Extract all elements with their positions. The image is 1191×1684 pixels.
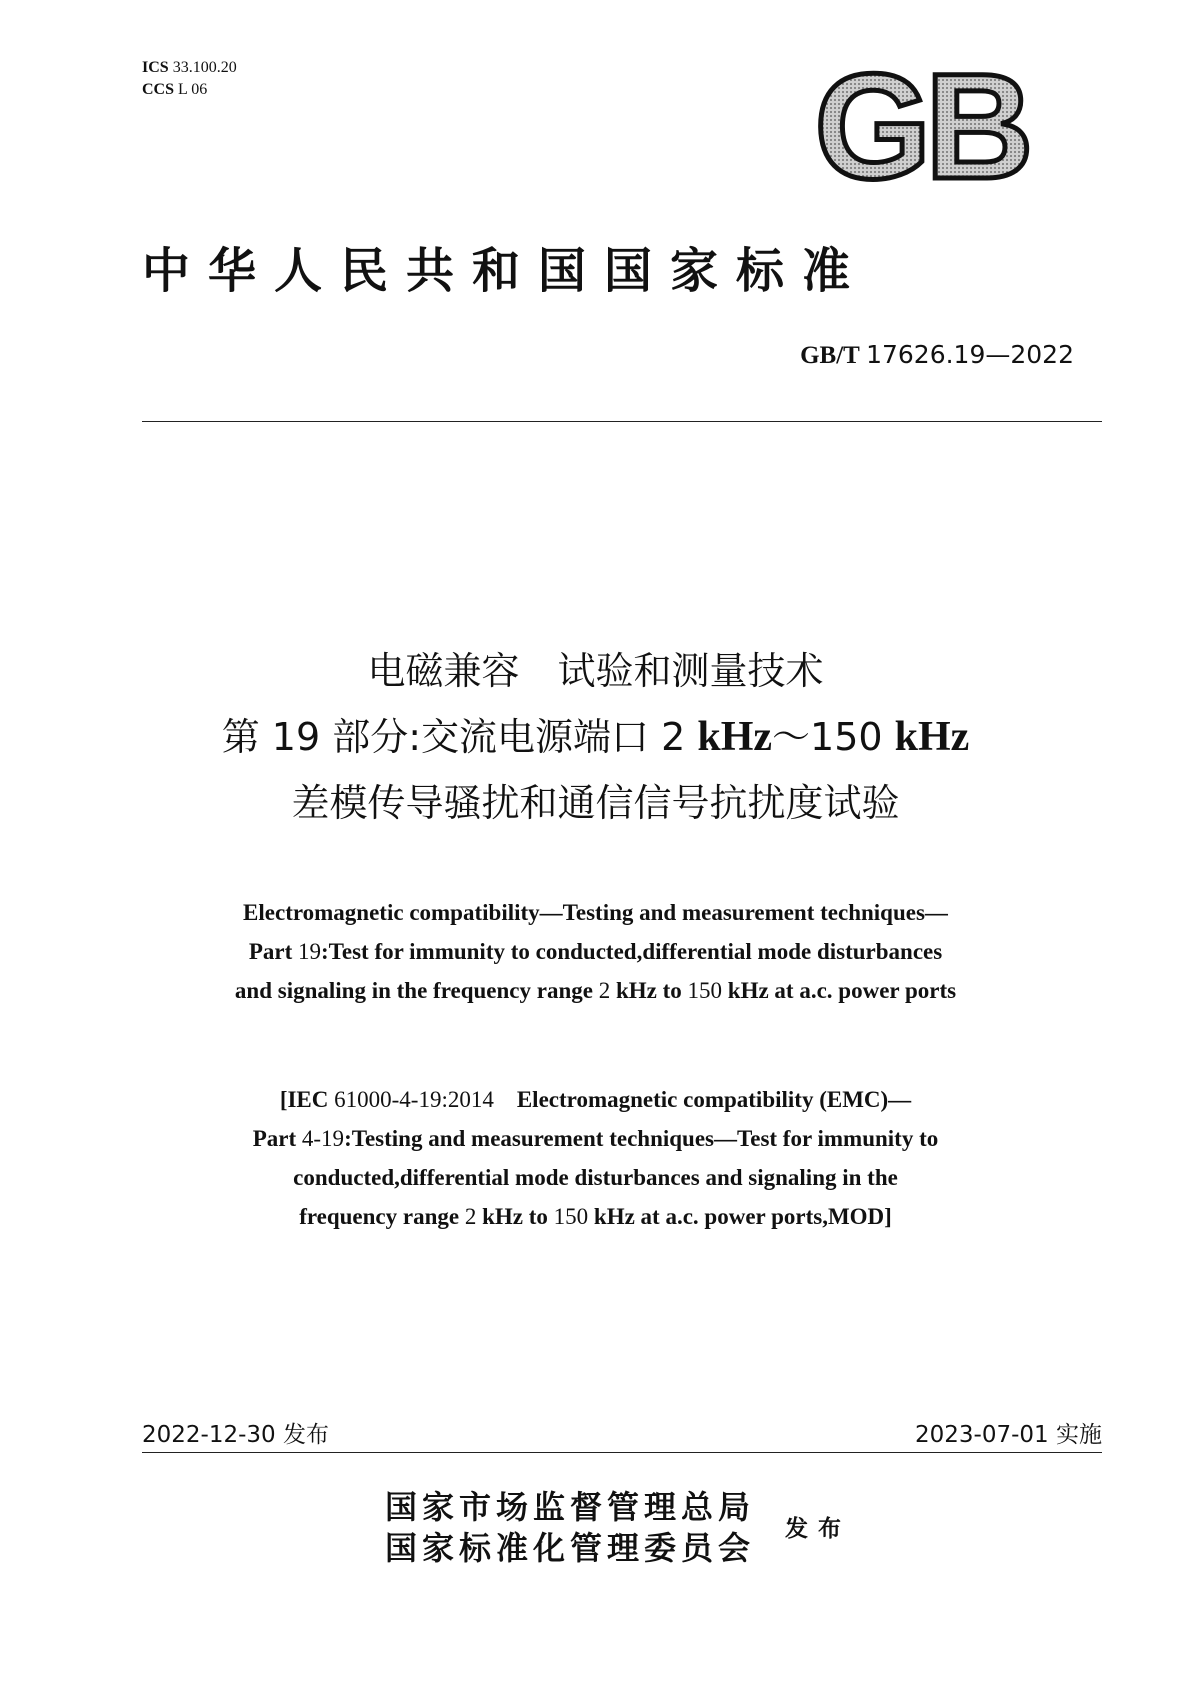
iec-ref-line-3 xyxy=(0,1158,1191,1197)
implementation-date: 2023-07-01 实施 xyxy=(915,1422,1102,1448)
en-title-line-2-b: 19 xyxy=(297,939,321,964)
standard-code xyxy=(800,340,1074,370)
national-standard-title: 中华人民共和国国家标准 xyxy=(142,243,869,299)
ccs-label: CCS xyxy=(142,81,175,98)
iec-ref-line-1-a: [IEC xyxy=(279,1087,335,1112)
issuer-samr: 国家市场监督管理总局 xyxy=(385,1488,756,1526)
top-divider xyxy=(142,421,1102,422)
en-title-line-3-a: and signaling in the frequency range xyxy=(234,978,599,1003)
iec-ref-line-1 xyxy=(0,1080,1191,1119)
issuing-authorities xyxy=(385,1487,755,1569)
en-title-line-1 xyxy=(0,893,1191,932)
cn-title-line-2-part-a: 第 19 部分:交流电源端口 2 xyxy=(221,715,698,759)
issue-word: 发布 xyxy=(785,1515,851,1542)
bottom-divider xyxy=(142,1452,1102,1453)
cn-title-line-3: 差模传导骚扰和通信信号抗扰度试验 xyxy=(291,781,900,825)
gb-logo-text: GB xyxy=(814,70,1028,188)
iec-ref-line-4 xyxy=(0,1197,1191,1236)
cn-title-unit-1: kHz xyxy=(697,714,773,760)
classification-codes xyxy=(142,57,237,101)
gb-logo xyxy=(805,70,1037,188)
iec-ref-line-4-e: kHz at a.c. power ports,MOD] xyxy=(588,1204,892,1229)
ics-line xyxy=(142,57,237,79)
en-title-line-1-text: Electromagnetic compatibility—Testing and measurement techniques— xyxy=(243,900,948,925)
en-title-line-2-a: Part xyxy=(248,939,298,964)
standard-code-prefix: GB/T xyxy=(800,342,860,369)
en-title-line-3 xyxy=(0,971,1191,1010)
iec-ref-line-4-b: 2 xyxy=(464,1204,477,1229)
en-title-line-3-c: kHz to xyxy=(610,978,688,1003)
cn-title-line-2-part-c: ～150 xyxy=(772,715,895,759)
iec-ref-line-1-b: 61000-4-19:2014 xyxy=(334,1087,494,1112)
ics-label: ICS xyxy=(142,59,169,76)
en-title-line-3-e: kHz at a.c. power ports xyxy=(722,978,957,1003)
ics-value: 33.100.20 xyxy=(172,59,237,76)
cn-title-unit-2: kHz xyxy=(894,714,970,760)
cn-title-line-1: 电磁兼容 试验和测量技术 xyxy=(367,649,824,693)
iec-ref-line-4-d: 150 xyxy=(553,1204,589,1229)
iec-ref-line-2-c: :Testing and measurement techniques—Test for immunity to xyxy=(344,1126,939,1151)
cn-title-line-2 xyxy=(0,704,1191,770)
standard-code-number: 17626.19—2022 xyxy=(866,340,1074,369)
en-title-line-2-c: :Test for immunity to conducted,differential mode disturbances xyxy=(320,939,943,964)
iec-ref-line-1-c: Electromagnetic compatibility (EMC)— xyxy=(493,1087,912,1112)
iec-ref-line-2-a: Part xyxy=(252,1126,302,1151)
iec-ref-line-3-text: conducted,differential mode disturbances and signaling in the xyxy=(293,1165,898,1190)
issuer-sac: 国家标准化管理委员会 xyxy=(385,1529,756,1567)
iec-ref-line-2 xyxy=(0,1119,1191,1158)
iec-ref-line-4-c: kHz to xyxy=(476,1204,554,1229)
en-title-line-2 xyxy=(0,932,1191,971)
en-title-line-3-d: 150 xyxy=(687,978,723,1003)
en-title-line-3-b: 2 xyxy=(598,978,611,1003)
ccs-line xyxy=(142,79,237,101)
iec-ref-line-4-a: frequency range xyxy=(299,1204,465,1229)
issue-date: 2022-12-30 发布 xyxy=(142,1422,329,1448)
iec-ref-line-2-b: 4-19 xyxy=(301,1126,345,1151)
ccs-value: L 06 xyxy=(178,81,208,98)
